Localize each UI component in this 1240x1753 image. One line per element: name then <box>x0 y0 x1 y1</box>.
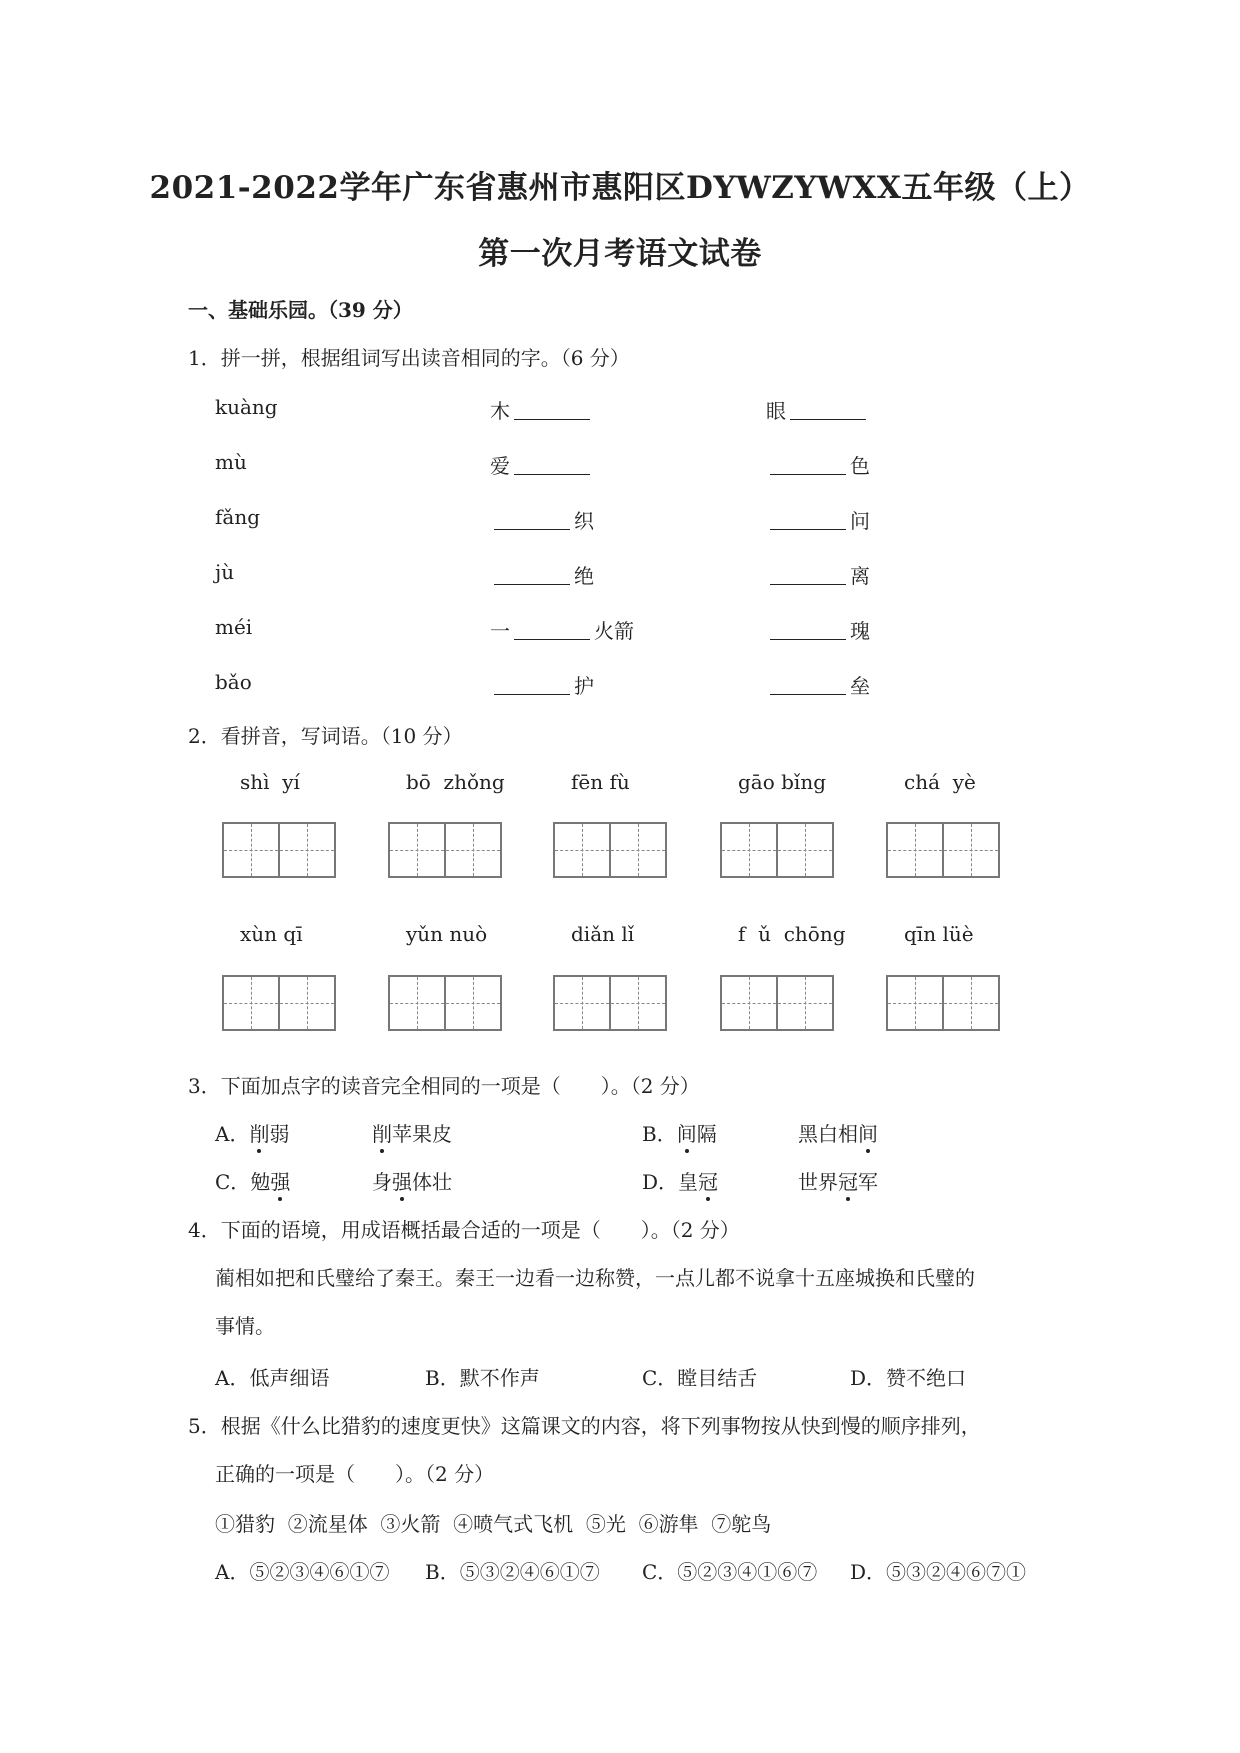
blank-suffix: 离 <box>850 564 870 588</box>
dotted-char: 强 <box>270 1166 290 1195</box>
blank-prefix: 木 <box>490 399 510 423</box>
fill-blank-a <box>490 670 594 699</box>
fill-blank-b <box>766 395 870 424</box>
writing-cell[interactable] <box>722 977 778 1029</box>
pinyin-label: jù <box>215 560 235 584</box>
dotted-char: 强 <box>392 1166 412 1195</box>
answer-blank[interactable] <box>494 511 570 530</box>
option-d-label: D． <box>642 1170 679 1194</box>
pinyin-label: f ǔ chōng <box>738 922 846 946</box>
question-5-items: ①猎豹 ②流星体 ③火箭 ④喷气式飞机 ⑤光 ⑥游隼 ⑦鸵鸟 <box>215 1512 772 1536</box>
question-5-prompt-line2: 正确的一项是（ ）。（2 分） <box>215 1462 495 1486</box>
pinyin-label: xùn qī <box>240 922 303 946</box>
fill-blank-b <box>766 670 870 699</box>
blank-prefix: 一 <box>490 619 510 643</box>
writing-cell[interactable] <box>944 977 998 1029</box>
writing-cell[interactable] <box>390 824 446 876</box>
fill-blank-a <box>490 450 594 479</box>
question-5-option-d[interactable]: D．⑤③②④⑥⑦① <box>850 1560 1027 1584</box>
exam-title-line1: 2021-2022学年广东省惠州市惠阳区DYWZYWXX五年级（上） <box>149 170 1091 206</box>
exam-title-line2: 第一次月考语文试卷 <box>478 236 762 272</box>
pinyin-label: chá yè <box>904 770 976 794</box>
answer-blank[interactable] <box>494 676 570 695</box>
blank-prefix: 眼 <box>766 399 786 423</box>
question-4-context-line2: 事情。 <box>215 1314 275 1338</box>
pinyin-label: diǎn lǐ <box>571 922 635 946</box>
answer-blank[interactable] <box>770 676 846 695</box>
writing-grid[interactable] <box>553 822 667 878</box>
option-b-label: B． <box>642 1122 677 1146</box>
option-c-label: C． <box>215 1170 251 1194</box>
answer-blank[interactable] <box>770 566 846 585</box>
blank-suffix: 火箭 <box>594 619 634 643</box>
blank-suffix: 垒 <box>850 674 870 698</box>
writing-cell[interactable] <box>280 977 334 1029</box>
writing-grid[interactable] <box>886 822 1000 878</box>
blank-suffix: 色 <box>850 454 870 478</box>
dotted-char: 削 <box>249 1118 269 1147</box>
question-2-prompt: 2．看拼音，写词语。（10 分） <box>188 724 463 748</box>
fill-blank-b <box>766 615 870 644</box>
question-4-option-c[interactable]: C．瞠目结舌 <box>642 1366 758 1390</box>
writing-cell[interactable] <box>280 824 334 876</box>
pinyin-label: mù <box>215 450 247 474</box>
question-5-option-b[interactable]: B．⑤③②④⑥①⑦ <box>425 1560 600 1584</box>
writing-cell[interactable] <box>611 977 665 1029</box>
question-3-option-a[interactable]: A．削弱 <box>215 1118 289 1147</box>
writing-cell[interactable] <box>778 824 832 876</box>
dotted-char: 间 <box>677 1118 697 1147</box>
blank-suffix: 瑰 <box>850 619 870 643</box>
writing-grid[interactable] <box>222 975 336 1031</box>
blank-suffix: 绝 <box>574 564 594 588</box>
question-3-option-a-word2: 削苹果皮 <box>372 1118 452 1147</box>
question-4-prompt: 4．下面的语境，用成语概括最合适的一项是（ ）。（2 分） <box>188 1218 740 1242</box>
writing-grid[interactable] <box>720 975 834 1031</box>
question-3-prompt: 3．下面加点字的读音完全相同的一项是（ ）。（2 分） <box>188 1074 700 1098</box>
writing-grid[interactable] <box>388 975 502 1031</box>
writing-cell[interactable] <box>224 977 280 1029</box>
dotted-char: 冠 <box>698 1166 718 1195</box>
blank-prefix: 爱 <box>490 454 510 478</box>
writing-grid[interactable] <box>720 822 834 878</box>
blank-suffix: 护 <box>574 674 594 698</box>
question-4-option-b[interactable]: B．默不作声 <box>425 1366 540 1390</box>
writing-grid[interactable] <box>388 822 502 878</box>
question-5-option-c[interactable]: C．⑤②③④①⑥⑦ <box>642 1560 818 1584</box>
fill-blank-a <box>490 560 594 589</box>
dotted-char: 冠 <box>838 1166 858 1195</box>
blank-suffix: 问 <box>850 509 870 533</box>
writing-cell[interactable] <box>611 824 665 876</box>
writing-cell[interactable] <box>778 977 832 1029</box>
dotted-char: 间 <box>858 1118 878 1147</box>
question-4-option-a[interactable]: A．低声细语 <box>215 1366 330 1390</box>
writing-cell[interactable] <box>722 824 778 876</box>
pinyin-label: yǔn nuò <box>406 922 488 946</box>
answer-blank[interactable] <box>770 621 846 640</box>
question-3-option-c-word2: 身强体壮 <box>372 1166 452 1195</box>
writing-cell[interactable] <box>944 824 998 876</box>
blank-suffix: 织 <box>574 509 594 533</box>
pinyin-label: gāo bǐng <box>738 770 827 794</box>
fill-blank-b <box>766 450 870 479</box>
fill-blank-b <box>766 560 870 589</box>
answer-blank[interactable] <box>514 621 590 640</box>
pinyin-label: méi <box>215 615 253 639</box>
question-3-option-d[interactable]: D．皇冠 <box>642 1166 718 1195</box>
fill-blank-b <box>766 505 870 534</box>
dotted-char: 削 <box>372 1118 392 1147</box>
writing-grid[interactable] <box>222 822 336 878</box>
writing-cell[interactable] <box>224 824 280 876</box>
answer-blank[interactable] <box>770 456 846 475</box>
writing-cell[interactable] <box>555 977 611 1029</box>
option-a-label: A． <box>215 1122 250 1146</box>
writing-cell[interactable] <box>446 977 500 1029</box>
fill-blank-a <box>490 615 634 644</box>
fill-blank-a <box>490 395 594 424</box>
question-3-option-b-word2: 黑白相间 <box>798 1118 878 1147</box>
writing-grid[interactable] <box>886 975 1000 1031</box>
writing-cell[interactable] <box>888 824 944 876</box>
answer-blank[interactable] <box>514 456 590 475</box>
answer-blank[interactable] <box>514 401 590 420</box>
pinyin-label: bō zhǒng <box>406 770 505 794</box>
answer-blank[interactable] <box>790 401 866 420</box>
question-4-option-d[interactable]: D．赞不绝口 <box>850 1366 967 1390</box>
answer-blank[interactable] <box>770 511 846 530</box>
question-3-option-c[interactable]: C．勉强 <box>215 1166 290 1195</box>
writing-cell[interactable] <box>446 824 500 876</box>
writing-cell[interactable] <box>555 824 611 876</box>
pinyin-label: fǎng <box>215 505 261 529</box>
fill-blank-a <box>490 505 594 534</box>
writing-grid[interactable] <box>553 975 667 1031</box>
question-3-option-d-word2: 世界冠军 <box>798 1166 878 1195</box>
section-heading: 一、基础乐园。（39 分） <box>188 298 413 322</box>
question-1-prompt: 1．拼一拼，根据组词写出读音相同的字。（6 分） <box>188 346 630 370</box>
pinyin-label: fēn fù <box>571 770 630 794</box>
answer-blank[interactable] <box>494 566 570 585</box>
question-5-prompt-line1: 5．根据《什么比猎豹的速度更快》这篇课文的内容，将下列事物按从快到慢的顺序排列， <box>188 1414 981 1438</box>
writing-cell[interactable] <box>888 977 944 1029</box>
pinyin-label: bǎo <box>215 670 252 694</box>
writing-cell[interactable] <box>390 977 446 1029</box>
question-5-option-a[interactable]: A．⑤②③④⑥①⑦ <box>215 1560 390 1584</box>
pinyin-label: qīn lüè <box>904 922 974 946</box>
pinyin-label: kuàng <box>215 395 278 419</box>
question-4-context-line1: 蔺相如把和氏璧给了秦王。秦王一边看一边称赞，一点儿都不说拿十五座城换和氏璧的 <box>215 1266 975 1290</box>
question-3-option-b[interactable]: B．间隔 <box>642 1118 717 1147</box>
pinyin-label: shì yí <box>240 770 300 794</box>
